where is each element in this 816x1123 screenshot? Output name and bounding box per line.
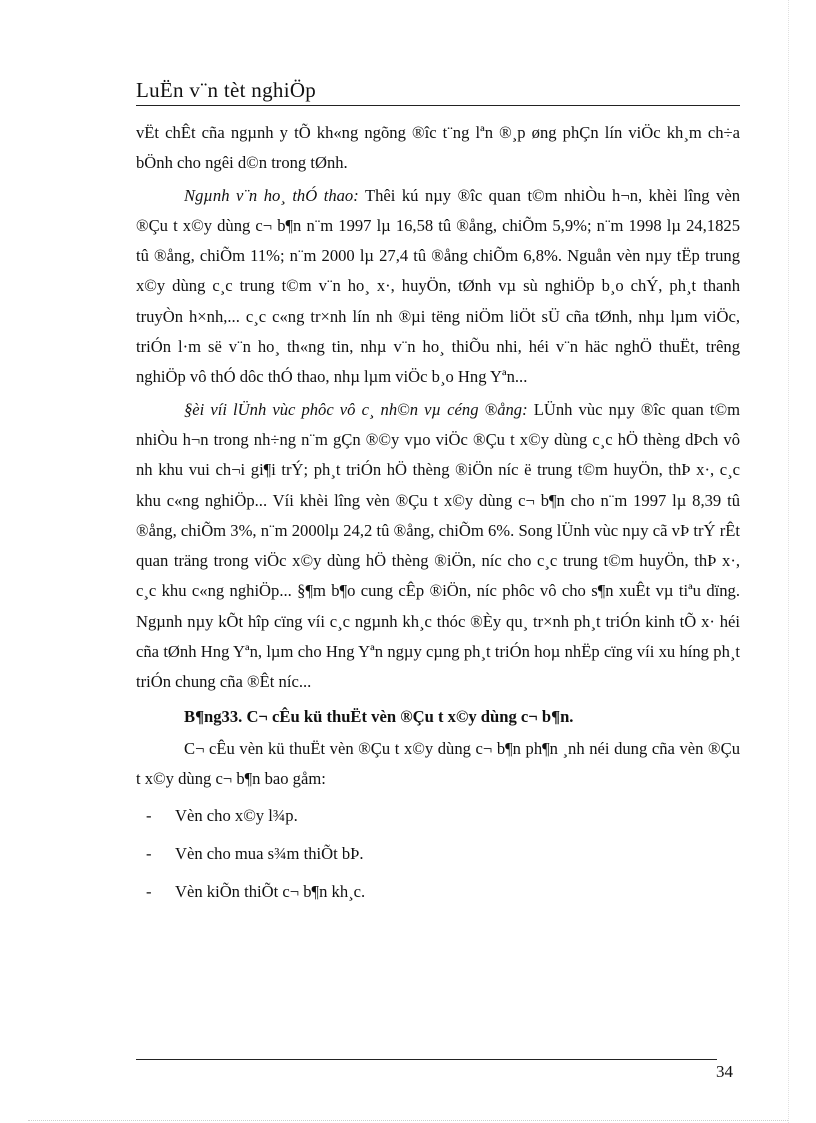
paragraph-3-text: LÜnh vùc nµy ®îc quan t©m nhiÒu h¬n trong nh÷ng n¨m gÇn ®©y vµo viÖc ®Çu t x©y dùng c¸c hÖ thèng dÞch vô nh khu vui ch¬i gi¶i trÝ; ph¸t triÓn hÖ thèng ®iÖn níc ë trung t©m huyÖn, thÞ x·, c¸c khu c«ng nghiÖp... Víi khèi lîng vèn ®Çu t x©y dùng c¬ b¶n cho n¨m 1997 lµ 8,39 tû ®ång, chiÕm 3%, n¨m 2000lµ 24,2 tû ®ång, chiÕm 6%. Song lÜnh vùc nµy cã vÞ trÝ rÊt quan träng trong viÖc x©y dùng hÖ thèng ®iÖn, níc cho c¸c trung t©m huyÖn, thÞ x·, c¸c khu c«ng nghiÖp... §¶m b¶o cung cÊp ®iÖn, níc phôc vô cho s¶n xuÊt vµ tiªu dïng. Ngµnh nµy kÕt hîp cïng víi c¸c ngµnh kh¸c thóc ®Èy qu¸ tr×nh ph¸t triÓn kinh tÕ x· héi cña tØnh Hng Yªn, lµm cho Hng Yªn ngµy cµng ph¸t triÓn hoµ nhËp cïng víi xu híng ph¸t triÓn chung cña ®Êt níc...	[136, 399, 740, 692]
list-item-text: Vèn cho x©y l¾p.	[175, 805, 298, 825]
document-body	[136, 118, 740, 915]
bullet-list	[136, 801, 740, 907]
paragraph-2-text: Thêi kú nµy ®îc quan t©m nhiÒu h¬n, khèi lîng vèn ®Çu t x©y dùng c¬ b¶n n¨m 1997 lµ 16,58 tû ®ång, chiÕm 5,9%; n¨m 1998 lµ 24,1825 tû ®ång, chiÕm 11%; n¨m 2000 lµ 27,4 tû ®ång chiÕm 6,8%. Nguån vèn nµy tËp trung x©y dùng c¸c trung t©m v¨n ho¸ x·, huyÖn, tØnh vµ sù nghiÖp b¸o chÝ, ph¸t thanh truyÒn h×nh,... c¸c c«ng tr×nh lín nh ®µi tëng niÖm liÖt sÜ cña tØnh, nhµ lµm viÖc, triÓn l·m së v¨n ho¸ th«ng tin, nhµ v¨n ho¸ thiÕu nhi, héi v¨n häc nghÖ thuËt, trêng nghiÖp vô thÓ dôc thÓ thao, nhµ lµm viÖc b¸o Hng Yªn...	[136, 185, 740, 387]
paragraph-3	[136, 395, 740, 698]
page-boundary-dotted	[28, 1120, 788, 1121]
paragraph-1: vËt chÊt cña ngµnh y tÕ kh«ng ngõng ®îc t¨ng lªn ®¸p øng phÇn lín viÖc kh¸m ch÷a bÖnh cho ngêi d©n trong tØnh.	[136, 123, 740, 173]
header-rule	[136, 105, 740, 106]
footer-rule	[136, 1059, 717, 1060]
page-boundary-vertical-dotted	[788, 0, 789, 1123]
paragraph-2-lead: Ngµnh v¨n ho¸ thÓ thao:	[184, 185, 359, 205]
bullet-dash: -	[146, 843, 152, 863]
bullet-dash: -	[146, 805, 152, 825]
paragraph-4: C¬ cÊu vèn kü thuËt vèn ®Çu t x©y dùng c¬ b¶n ph¶n ¸nh néi dung cña vèn ®Çu t x©y dùng c¬ b¶n bao gåm:	[136, 738, 740, 789]
list-item-text: Vèn kiÕn thiÕt c¬ b¶n kh¸c.	[175, 881, 366, 901]
paragraph-3-lead: §èi víi lÜnh vùc phôc vô c¸ nh©n vµ céng ®ång:	[184, 399, 528, 419]
paragraph-2	[136, 181, 740, 393]
list-item	[136, 801, 740, 831]
table-caption: B¶ng33. C¬ cÊu kü thuËt vèn ®Çu t x©y dùng c¬ b¶n.	[184, 706, 574, 726]
page-header-title: LuËn v¨n tèt nghiÖp	[136, 78, 317, 102]
list-item	[136, 877, 740, 907]
page-number: 34	[716, 1062, 733, 1081]
list-item	[136, 839, 740, 869]
bullet-dash: -	[146, 881, 152, 901]
list-item-text: Vèn cho mua s¾m thiÕt bÞ.	[175, 843, 364, 863]
